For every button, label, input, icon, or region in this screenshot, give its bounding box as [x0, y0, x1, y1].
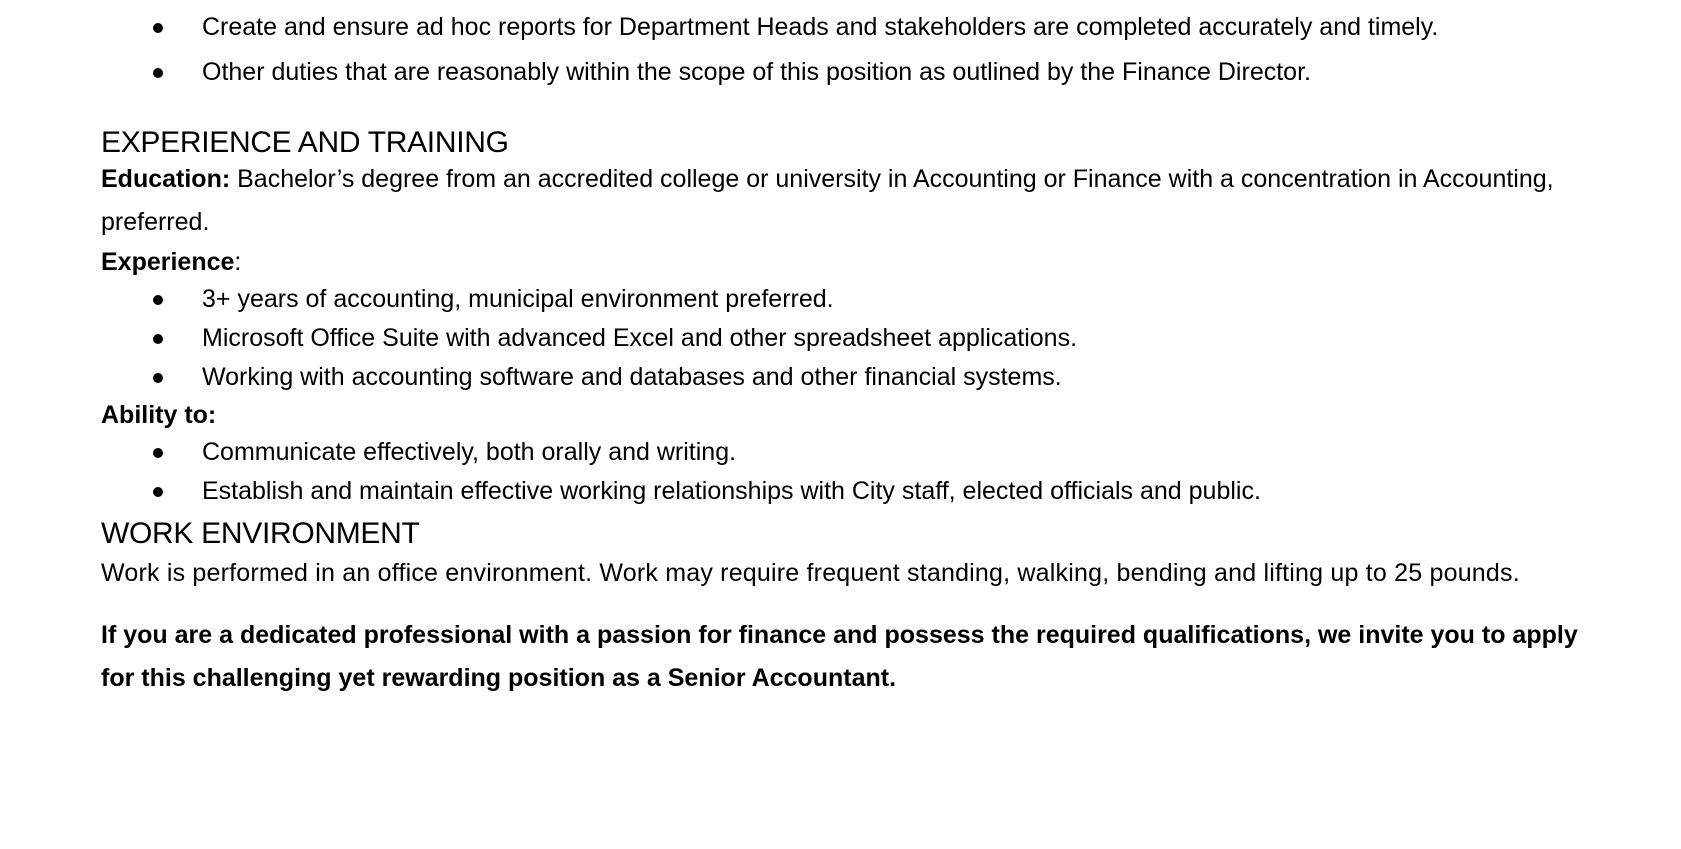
list-item — [101, 53, 1621, 92]
ability-item-text: Communicate effectively, both orally and writing. — [202, 438, 737, 466]
list-item — [101, 280, 1621, 319]
bullet-icon — [153, 23, 163, 33]
education-paragraph — [101, 158, 1601, 244]
experience-training-heading: EXPERIENCE AND TRAINING — [101, 126, 509, 159]
ability-item-text: Establish and maintain effective working relationships with City staff, elected officials and public. — [202, 477, 1261, 505]
education-label: Education: — [101, 165, 231, 193]
experience-list — [101, 280, 1621, 397]
experience-label-line — [101, 244, 1621, 280]
bullet-icon — [153, 334, 163, 344]
duty-text: Other duties that are reasonably within the scope of this position as outlined by the Finance Director. — [202, 58, 1311, 86]
experience-colon: : — [234, 248, 242, 276]
bullet-icon — [153, 448, 163, 458]
document-page — [101, 0, 1621, 700]
experience-label: Experience — [101, 248, 235, 276]
list-item — [101, 8, 1621, 47]
work-environment-text: Work is performed in an office environment. Work may require frequent standing, walking, bending and lifting up to 25 pounds. — [101, 559, 1520, 587]
bullet-icon — [153, 487, 163, 497]
list-item — [101, 472, 1621, 511]
experience-item-text: Working with accounting software and databases and other financial systems. — [202, 363, 1062, 391]
list-item — [101, 358, 1621, 397]
duty-text: Create and ensure ad hoc reports for Department Heads and stakeholders are completed accurately and timely. — [202, 13, 1439, 41]
ability-list — [101, 433, 1621, 511]
bullet-icon — [153, 373, 163, 383]
bullet-icon — [153, 295, 163, 305]
experience-item-text: Microsoft Office Suite with advanced Excel and other spreadsheet applications. — [202, 324, 1078, 352]
experience-item-text: 3+ years of accounting, municipal environment preferred. — [202, 285, 834, 313]
list-item — [101, 433, 1621, 472]
bullet-icon — [153, 68, 163, 78]
ability-label: Ability to: — [101, 401, 217, 429]
education-text: Bachelor’s degree from an accredited college or university in Accounting or Finance with a concentration in Accounting, preferred. — [101, 165, 1554, 236]
duties-list — [101, 8, 1621, 92]
closing-statement: If you are a dedicated professional with a passion for finance and possess the required qualifications, we invite you to apply for this challenging yet rewarding position as a Senior Accountant. — [101, 621, 1578, 692]
list-item — [101, 319, 1621, 358]
ability-label-line — [101, 397, 1621, 433]
work-environment-heading: WORK ENVIRONMENT — [101, 517, 420, 550]
